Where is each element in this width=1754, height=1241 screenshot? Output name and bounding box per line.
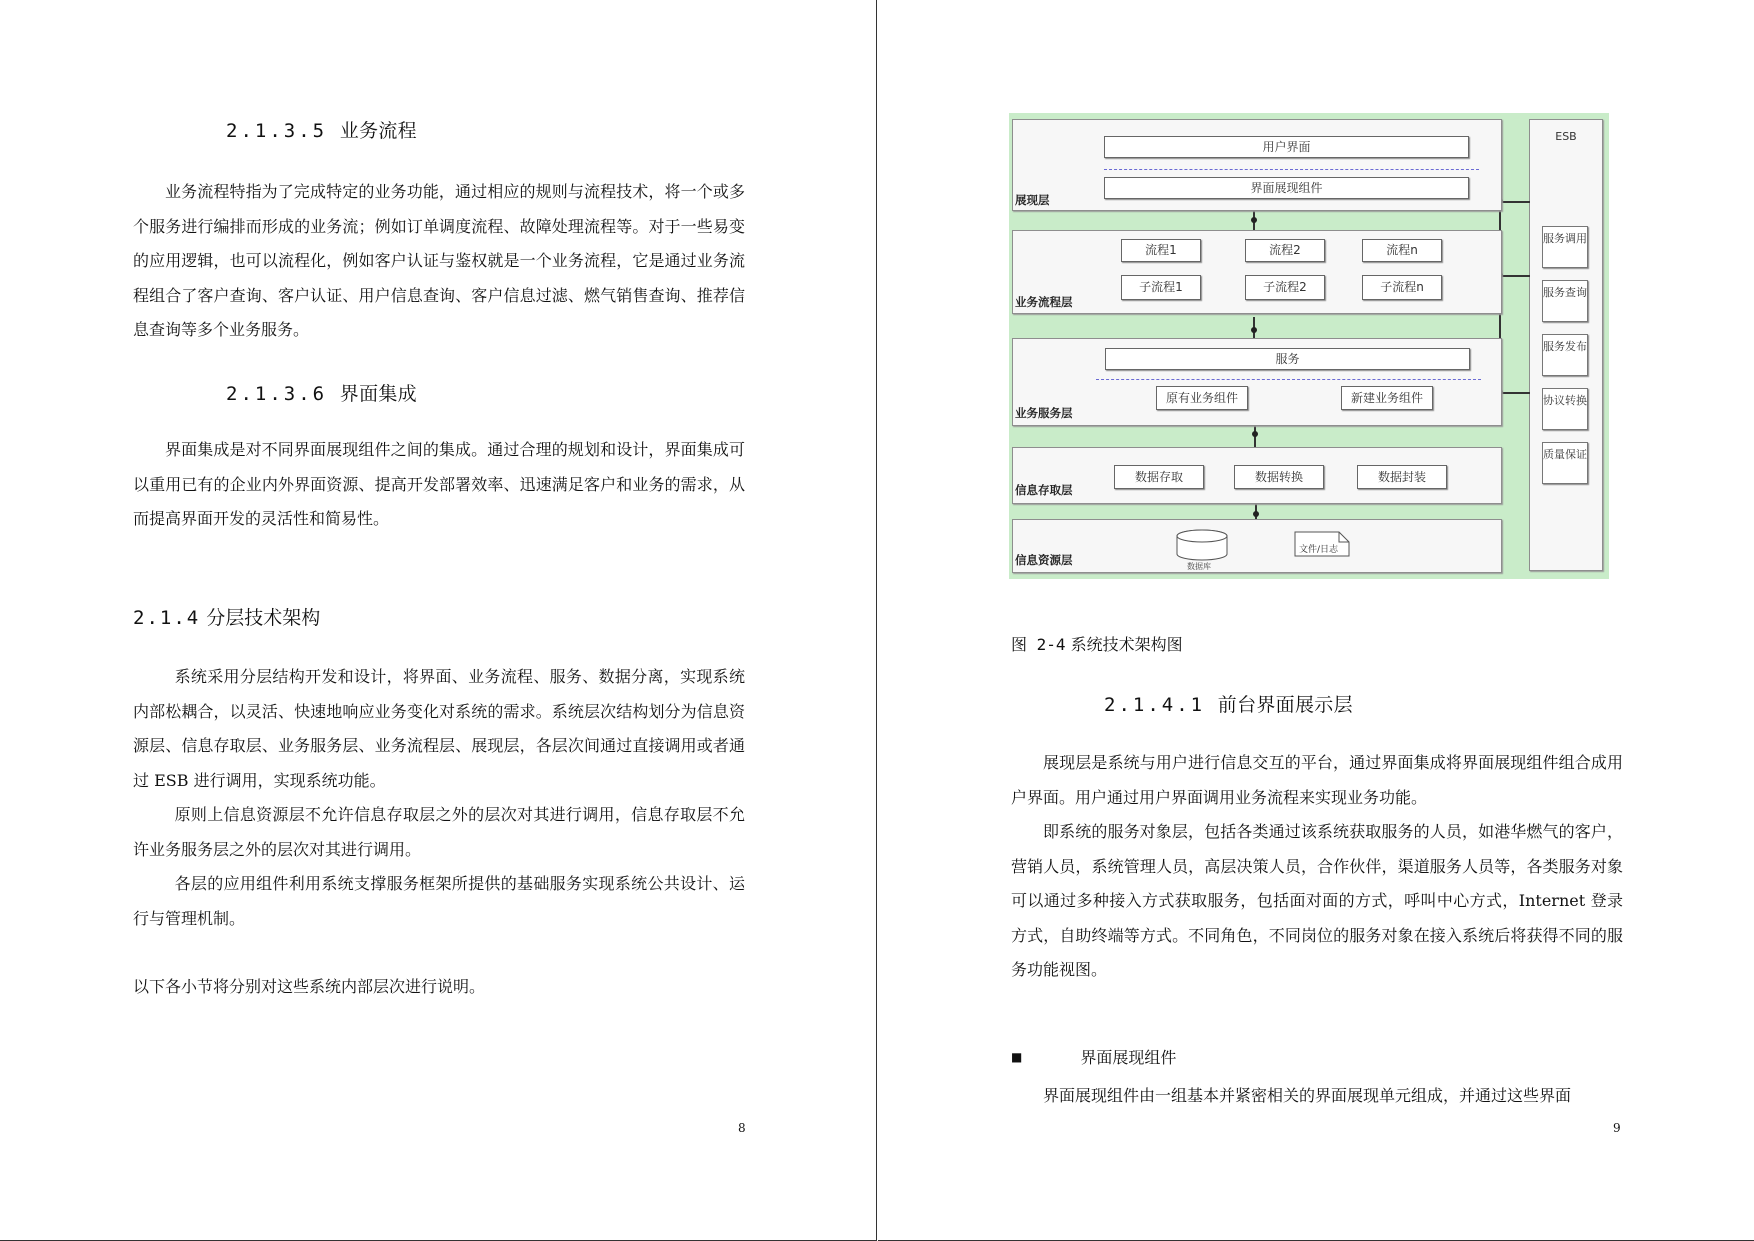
section-heading-2136: [226, 379, 417, 406]
paragraph-presentation: 展现层是系统与用户进行信息交互的平台，通过界面集成将界面展现组件组合成用户界面。用户通过用户界面调用业务流程来实现业务功能。: [1011, 753, 1623, 807]
esb-item: 服务查询: [1542, 280, 1588, 322]
section-heading-2135: [226, 116, 417, 143]
box-new-components: 新建业务组件: [1341, 386, 1433, 410]
box-flow: 流程2: [1245, 239, 1325, 262]
layer-label: 信息资源层: [1015, 553, 1073, 567]
box-subflow: 子流程1: [1121, 275, 1201, 300]
box-ui-components: 界面展现组件: [1104, 177, 1469, 199]
esb-item: 质量保证: [1542, 442, 1588, 484]
section-number: 2.1.4: [133, 607, 201, 629]
layer-service: [1012, 338, 1502, 426]
paragraph-ui-integration: 界面集成是对不同界面展现组件之间的集成。通过合理的规划和设计，界面集成可以重用已有的企业内外界面资源、提高开发部署效率、迅速满足客户和业务的需求，从而提高界面开发的灵活性和简易性。: [133, 440, 745, 528]
layer-label: 业务服务层: [1015, 406, 1073, 420]
box-legacy-components: 原有业务组件: [1156, 386, 1248, 410]
layer-access: [1012, 447, 1502, 504]
section-number: 2.1.3.6: [226, 383, 328, 405]
esb-item: 服务发布: [1542, 334, 1588, 376]
connector-dot: [1251, 327, 1257, 333]
paragraph-components: 各层的应用组件利用系统支撑服务框架所提供的基础服务实现系统公共设计、运行与管理机制。: [133, 874, 745, 928]
box-data-transform: 数据转换: [1234, 465, 1324, 489]
figure-number: 图 2-4: [1011, 635, 1066, 654]
figure-title: 系统技术架构图: [1070, 635, 1183, 654]
connector-dot: [1252, 431, 1258, 437]
presentation-layer-text: [1011, 746, 1623, 988]
box-data-encapsulation: 数据封装: [1357, 465, 1447, 489]
database-icon: [1174, 528, 1234, 564]
connector-dot: [1253, 511, 1259, 517]
page-number: 9: [1613, 1121, 1621, 1135]
layer-label: 信息存取层: [1015, 483, 1073, 497]
figure-caption: [1011, 632, 1183, 655]
page-number: 8: [738, 1121, 746, 1135]
dashed-separator: [1104, 169, 1479, 170]
section-title: 前台界面展示层: [1217, 694, 1353, 716]
esb-connector: [1500, 275, 1530, 277]
esb-connector: [1500, 392, 1530, 394]
esb-panel: [1529, 119, 1603, 571]
section-heading-2141: [1104, 690, 1353, 717]
paragraph-access-rules: 原则上信息资源层不允许信息存取层之外的层次对其进行调用，信息存取层不允许业务服务层之外的层次对其进行调用。: [133, 805, 745, 859]
layer-resource: [1012, 519, 1502, 573]
paragraph-service-objects: 即系统的服务对象层，包括各类通过该系统获取服务的人员，如港华燃气的客户，营销人员，系统管理人员，高层决策人员，合作伙伴，渠道服务人员等，各类服务对象可以通过多种接入方式获取服务，包括面对面的方式，呼叫中心方式，Internet 登录方式，自助终端等方式。不同角色，不同岗位的服务对象在接入系统后将获得不同的服务功能视图。: [1011, 822, 1623, 979]
file-log-label: 文件/日志: [1299, 545, 1339, 555]
section-title: 分层技术架构: [206, 607, 321, 629]
dashed-separator: [1096, 379, 1481, 380]
paragraph-ui-components: 界面展现组件由一组基本并紧密相关的界面展现单元组成，并通过这些界面: [1043, 1086, 1572, 1105]
box-flow: 流程n: [1362, 239, 1442, 262]
paragraph-layering: 系统采用分层结构开发和设计，将界面、业务流程、服务、数据分离，实现系统内部松耦合，以灵活、快速地响应业务变化对系统的需求。系统层次结构划分为信息资源层、信息存取层、业务服务层、业务流程层、展现层，各层次间通过直接调用或者通过 ESB 进行调用，实现系统功能。: [133, 667, 745, 790]
esb-title: ESB: [1555, 130, 1577, 143]
layered-architecture-text: [133, 660, 745, 936]
box-data-access: 数据存取: [1114, 465, 1204, 489]
layer-label: 业务流程层: [1015, 295, 1073, 309]
section-title: 业务流程: [339, 120, 417, 142]
layer-label: 展现层: [1015, 193, 1050, 207]
esb-item: 协议转换: [1542, 388, 1588, 430]
right-page: [878, 0, 1754, 1241]
layer-presentation: [1012, 119, 1502, 211]
box-service: 服务: [1105, 348, 1470, 370]
section-number: 2.1.3.5: [226, 120, 328, 142]
esb-connector: [1500, 201, 1530, 203]
box-subflow: 子流程2: [1245, 275, 1325, 300]
database-label: 数据库: [1187, 562, 1211, 571]
esb-item: 服务调用: [1542, 226, 1588, 268]
box-subflow: 子流程n: [1362, 275, 1442, 300]
section-number: 2.1.4.1: [1104, 694, 1206, 716]
paragraph-following-sections: 以下各小节将分别对这些系统内部层次进行说明。: [133, 977, 486, 996]
section-heading-214: [133, 603, 320, 630]
box-flow: 流程1: [1121, 239, 1201, 262]
section-title: 界面集成: [339, 383, 417, 405]
box-user-interface: 用户界面: [1104, 136, 1469, 158]
layer-process: [1012, 230, 1502, 314]
bullet-square-icon: ■: [1011, 1050, 1023, 1064]
architecture-diagram: [1009, 113, 1609, 579]
bullet-heading: [1011, 1045, 1176, 1068]
paragraph-business-process: 业务流程特指为了完成特定的业务功能，通过相应的规则与流程技术，将一个或多个服务进行编排而形成的业务流；例如订单调度流程、故障处理流程等。对于一些易变的应用逻辑，也可以流程化，例如客户认证与鉴权就是一个业务流程，它是通过业务流程组合了客户查询、客户认证、用户信息查询、客户信息过滤、燃气销售查询、推荐信息查询等多个业务服务。: [133, 182, 745, 339]
connector-dot: [1251, 217, 1257, 223]
bullet-heading-text: 界面展现组件: [1080, 1048, 1177, 1067]
